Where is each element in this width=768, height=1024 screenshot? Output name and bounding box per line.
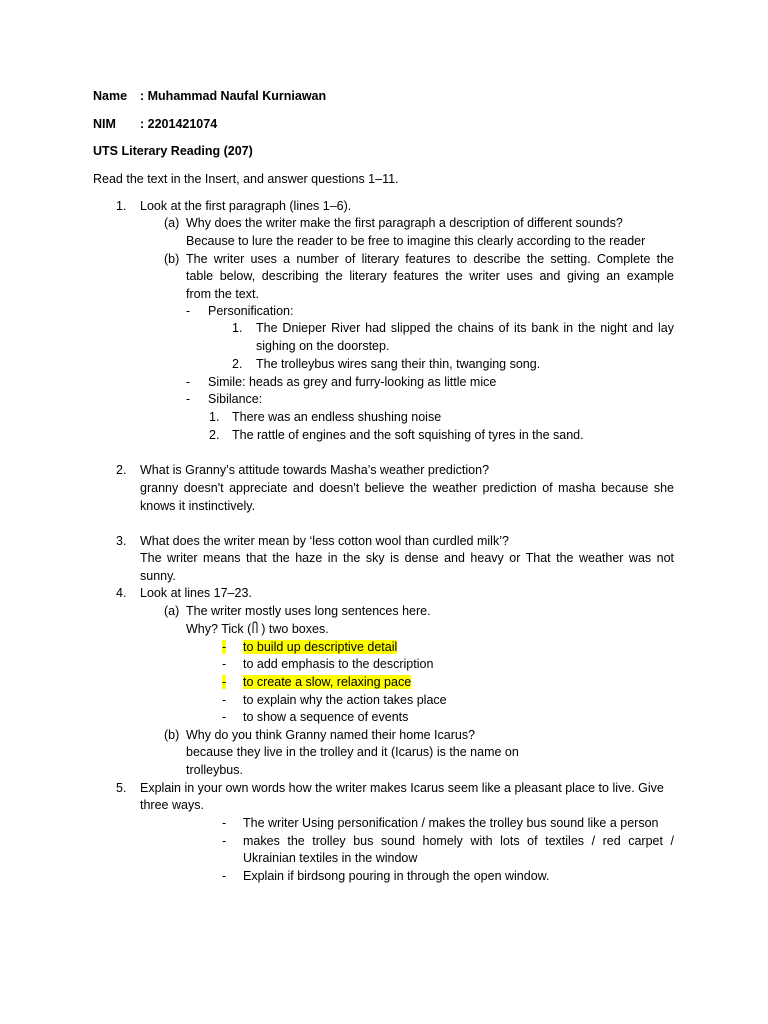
option-dash: - — [222, 693, 227, 707]
option-dash-highlight: - — [222, 675, 227, 689]
sibilance-item-1: There was an endless shushing noise — [232, 410, 442, 424]
q5-way-2-line1: makes the trolley bus sound homely with lots of textiles / red carpet / — [243, 834, 674, 848]
option-dash — [222, 674, 226, 691]
personification-item-1-line1: The Dnieper River had slipped the chains of its bank in the night and lay — [256, 321, 674, 335]
option-dash — [222, 639, 226, 656]
exam-title: UTS Literary Reading (207) — [93, 144, 253, 158]
option-1 — [243, 639, 397, 656]
q4b-answer-line1: because they live in the trolley and it (Icarus) is the name on — [186, 745, 519, 759]
nim-label: NIM — [93, 117, 116, 131]
q1b-text-line1: The writer uses a number of literary features to describe the setting. Complete the — [186, 252, 674, 266]
answer-dash: - — [222, 834, 227, 848]
bullet-dash: - — [186, 392, 191, 406]
q1a-answer: Because to lure the reader to be free to imagine this clearly according to the reader — [186, 234, 646, 248]
bullet-dash: - — [186, 304, 191, 318]
q3-number: 3. — [116, 534, 127, 548]
personification-item-number: 2. — [232, 357, 243, 371]
q2-number: 2. — [116, 463, 127, 477]
q4a-why-start: Why? Tick ( — [186, 622, 252, 636]
q5-way-3: Explain if birdsong pouring in through the open window. — [243, 869, 550, 883]
q4a-label: (a) — [164, 604, 180, 618]
option-2: to add emphasis to the description — [243, 657, 434, 671]
q2-answer-line1: granny doesn't appreciate and doesn't believe the weather prediction of masha because she — [140, 481, 674, 495]
q4a-why — [186, 621, 329, 638]
q1a-label: (a) — [164, 216, 180, 230]
q1b-text-line3: from the text. — [186, 287, 259, 301]
option-3-highlighted-text: to create a slow, relaxing pace — [243, 675, 412, 689]
name-label: Name — [93, 89, 128, 103]
q2-text: What is Granny’s attitude towards Masha’s weather prediction? — [140, 463, 490, 477]
q3-text: What does the writer mean by ‘less cotton wool than curdled milk’? — [140, 534, 509, 548]
answer-dash: - — [222, 816, 227, 830]
answer-dash: - — [222, 869, 227, 883]
simile-line: Simile: heads as grey and furry-looking as little mice — [208, 375, 497, 389]
q3-answer-line1: The writer means that the haze in the sky is dense and heavy or That the weather was not — [140, 551, 674, 565]
option-1-highlighted-text: to build up descriptive detail — [243, 640, 398, 654]
q1-number: 1. — [116, 199, 127, 213]
q4b-text: Why do you think Granny named their home Icarus? — [186, 728, 476, 742]
q1b-label: (b) — [164, 252, 180, 266]
option-4: to explain why the action takes place — [243, 693, 447, 707]
personification-heading: Personification: — [208, 304, 294, 318]
personification-item-1-line2: sighing on the doorstep. — [256, 339, 390, 353]
personification-item-number: 1. — [232, 321, 243, 335]
q5-way-1: The writer Using personification / makes the trolley bus sound like a person — [243, 816, 659, 830]
sibilance-item-2: The rattle of engines and the soft squishing of tyres in the sand. — [232, 428, 584, 442]
option-3 — [243, 674, 411, 691]
q1a-text: Why does the writer make the first paragraph a description of different sounds? — [186, 216, 623, 230]
personification-item-2: The trolleybus wires sang their thin, twanging song. — [256, 357, 541, 371]
q4-text: Look at lines 17–23. — [140, 586, 252, 600]
bullet-dash: - — [186, 375, 191, 389]
sibilance-heading: Sibilance: — [208, 392, 263, 406]
q4a-text: The writer mostly uses long sentences here. — [186, 604, 431, 618]
q4b-label: (b) — [164, 728, 180, 742]
q5-number: 5. — [116, 781, 127, 795]
sibilance-item-number: 1. — [209, 410, 220, 424]
name-value: : Muhammad Naufal Kurniawan — [140, 89, 327, 103]
option-dash: - — [222, 710, 227, 724]
option-5: to show a sequence of events — [243, 710, 409, 724]
nim-value: : 2201421074 — [140, 117, 218, 131]
option-dash-highlight: - — [222, 640, 227, 654]
q5-text-line2: three ways. — [140, 798, 204, 812]
sibilance-item-number: 2. — [209, 428, 220, 442]
instruction: Read the text in the Insert, and answer questions 1–11. — [93, 172, 399, 186]
q3-answer-line2: sunny. — [140, 569, 176, 583]
q4a-why-end: ) two boxes. — [261, 622, 329, 636]
q4-number: 4. — [116, 586, 127, 600]
q5-text-line1: Explain in your own words how the writer makes Icarus seem like a pleasant place to live. Give — [140, 781, 664, 795]
q4b-answer-line2: trolleybus. — [186, 763, 243, 777]
q2-answer-line2: knows it instinctively. — [140, 499, 256, 513]
q1-text: Look at the first paragraph (lines 1–6). — [140, 199, 352, 213]
q1b-text-line2: table below, describing the literary features the writer uses and giving an example — [186, 269, 674, 283]
q5-way-2-line2: Ukrainian textiles in the window — [243, 851, 418, 865]
tick-icon — [251, 621, 261, 635]
option-dash: - — [222, 657, 227, 671]
